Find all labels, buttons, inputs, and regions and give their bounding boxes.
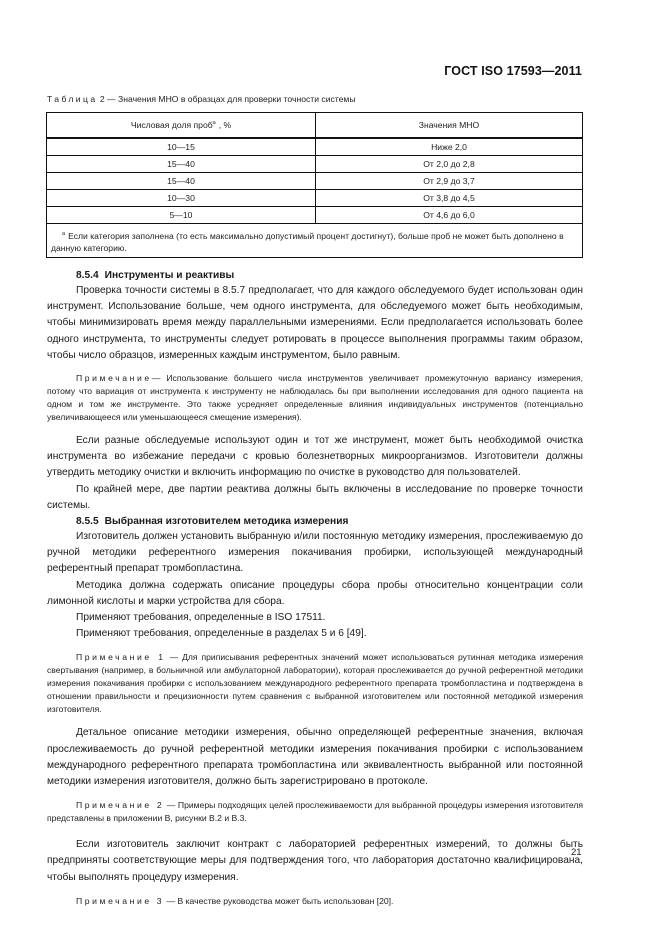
footnote-mark: а (212, 120, 216, 126)
table-row (47, 156, 583, 173)
note-text: — Использование большего числа инструментов увеличивает промежуточную вариансу измерения, потому что вариация от инструмента к инструменту не наблюдалась бы при выполнении исследования для одного пациента на одном и том же инструменте. Это также усредняет определенные влияния индивидуальных инструментов (потенциально увеличивающееся или уменьшающееся смещение измерения). (47, 373, 583, 423)
note-3 (47, 895, 583, 908)
table-row (47, 138, 583, 156)
cell-share: 10—30 (47, 190, 316, 207)
column-header-inr: Значения МНО (316, 113, 583, 139)
note-text: — В качестве руководства может быть использован [20]. (166, 895, 394, 906)
paragraph: Детальное описание методики измерения, обычно определяющей референтные значения, включая прослеживаемость до ручной референтной методики измерения покачивания пробирки с использованием международного референтного препарата тромбопластина или эквивалентность выбранной или постоянной методики измерения изготовителя, должно быть зарегистрировано в протоколе. (47, 727, 583, 788)
column-header-share: Числовая доля проб$^а$ , % (47, 113, 316, 139)
note-label: Примечание (76, 373, 152, 384)
cell-inr: Ниже 2,0 (316, 138, 583, 156)
note-1 (47, 651, 583, 716)
note-label: Примечание 2 (76, 800, 165, 811)
note-label: Примечание 1 (76, 652, 166, 663)
paragraph: Применяют требования, определенные в ISO 17511. (76, 612, 326, 624)
paragraph: Если изготовитель заключит контракт с лабораторией референтных измерений, то должны быть предприняты соответствующие меры для подтверждения того, что лаборатория достаточно квалифицирована, чтобы выполнять процедуру измерения. (47, 839, 583, 883)
section-heading (47, 514, 583, 529)
cell-inr: От 4,6 до 6,0 (316, 207, 583, 224)
section-title: Выбранная изготовителем методика измерения (104, 516, 349, 528)
section-number: 8.5.4 (76, 270, 99, 281)
cell-share: 5—10 (47, 207, 316, 224)
section-8-5-4 (47, 268, 583, 908)
cell-share: 15—40 (47, 156, 316, 173)
paragraph: Применяют требования, определенные в разделах 5 и 6 [49]. (76, 628, 367, 640)
cell-inr: От 2,9 до 3,7 (316, 173, 583, 190)
document-id-header: ГОСТ ISO 17593—2011 (444, 64, 582, 78)
section-title: Инструменты и реактивы (104, 270, 235, 281)
section-heading (47, 268, 583, 283)
cell-share: 10—15 (47, 138, 316, 156)
footnote-text: Если категория заполнена (то есть максимально допустимый процент достигнут), больше проб не может быть дополнено в данную категорию. (51, 231, 564, 253)
cell-share: 15—40 (47, 173, 316, 190)
note-text: — Для приписывания референтных значений может использоваться рутинная методика измерения свертывания (например, в больничной или амбулаторной лаборатории), которая прослеживается до ручной референтной методики измерения покачивания пробирки с использованием международного референтного препарата тромбопластина и подтверждена в отношении правильности и прецизионности путем сравнения с выбранной изготовителем или постоянной методикой измерения изготовителя. (47, 652, 584, 715)
note (47, 372, 583, 424)
table-header-row (47, 113, 583, 139)
cell-inr: От 2,0 до 2,8 (316, 156, 583, 173)
note-2 (47, 799, 583, 825)
table-row (47, 207, 583, 224)
table-caption (47, 94, 356, 104)
footnote-mark: а (62, 231, 66, 237)
cell-inr: От 3,8 до 4,5 (316, 190, 583, 207)
page-number: 21 (571, 847, 582, 858)
paragraph: Если разные обследуемые используют один и тот же инструмент, может быть необходимой очистка инструмента во избежание передачи с кровью болезнетворных микроорганизмов. Изготовители должны утвердить методику очистки и включить информацию по очистке в руководство для пользователей. (47, 435, 583, 479)
table-row (47, 190, 583, 207)
note-text: — Примеры подходящих целей прослеживаемости для выбранной процедуры измерения изготовителя представлены в приложении В, рисунки В.2 и В.3. (47, 800, 584, 824)
section-number: 8.5.5 (76, 516, 99, 528)
paragraph: Изготовитель должен установить выбранную и/или постоянную методику измерения, прослеживаемую до ручной методики референтного измерения покачивания пробирки, использующей международный референтный препарат тромбопластина. (47, 531, 583, 575)
table-row (47, 173, 583, 190)
paragraph: Проверка точности системы в 8.5.7 предполагает, что для каждого обследуемого будет использован один инструмент. Использование больше, чем одного инструмента, для обследуемого может быть необходимым, чтобы минимизировать время между параллельными измерениями. Если предполагается использовать более одного инструмента, то инструменты следует ротировать в процессе выполнения программы таким образом, чтобы число образцов, измеренных каждым инструментом, было равным. (47, 285, 583, 361)
table-footnote (47, 224, 583, 258)
inr-values-table (46, 112, 583, 258)
table-caption-label: Таблица (47, 94, 98, 104)
note-label: Примечание 3 (76, 895, 165, 906)
paragraph: По крайней мере, две партии реактива должны быть включены в исследование по проверке точности системы. (47, 483, 583, 511)
table-caption-text: 2 — Значения МНО в образцах для проверки точности системы (97, 94, 356, 104)
table-footnote-row (47, 224, 583, 258)
paragraph: Методика должна содержать описание процедуры сбора пробы относительно концентрации соли лимонной кислоты и марки устройства для сбора. (47, 579, 583, 607)
